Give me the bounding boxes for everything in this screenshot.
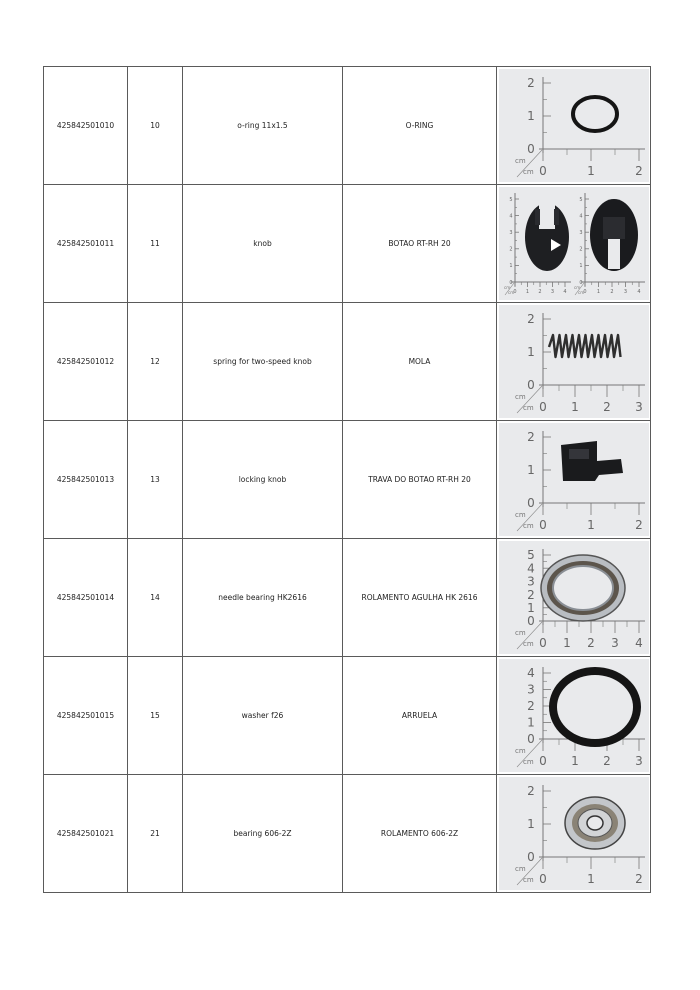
- part-row: [44, 303, 651, 421]
- ruler-y-tick-label: 4: [526, 561, 535, 576]
- ruler-y-tick-label: 5: [526, 548, 535, 563]
- parts-table: [43, 66, 651, 893]
- part-number-cell: 425842501011: [44, 185, 128, 303]
- ruler-x-tick-label: 2: [634, 164, 643, 178]
- ruler-unit-label: cm: [573, 285, 580, 290]
- part-photo-cell: [497, 67, 651, 185]
- ruler-x-tick-label: 0: [538, 518, 547, 532]
- ruler-y-tick-label: 0: [508, 279, 513, 286]
- ruler-x-tick-label: 2: [537, 289, 542, 295]
- ruler-y-tick-label: 5: [508, 196, 513, 203]
- part-row: [44, 539, 651, 657]
- description-pt-cell: ARRUELA: [343, 657, 497, 775]
- ruler-x-tick-label: 3: [634, 400, 643, 414]
- part-photo-cell: [497, 539, 651, 657]
- ruler-y-tick-label: 2: [526, 699, 535, 714]
- part-photo-cell: [497, 421, 651, 539]
- ruler-x-tick-label: 1: [596, 289, 600, 295]
- ruler-y-tick-label: 2: [526, 784, 535, 799]
- part-photo: [499, 423, 649, 536]
- ruler-x-tick-label: 0: [538, 636, 547, 650]
- ball-bearing-image: [565, 797, 625, 849]
- photo-background: [499, 69, 649, 182]
- ruler-y-tick-label: 0: [578, 279, 583, 286]
- ruler-y-tick-label: 4: [578, 213, 583, 220]
- ruler-y-tick-label: 1: [526, 345, 535, 360]
- ruler-unit-label: cm: [514, 747, 526, 755]
- ruler-x-tick-label: 2: [634, 872, 643, 886]
- ruler-x-tick-label: 2: [609, 289, 614, 295]
- part-number-cell: 425842501010: [44, 67, 128, 185]
- ruler-x-tick-label: 0: [512, 289, 517, 295]
- ruler-x-tick-label: 0: [582, 289, 587, 295]
- ruler-x-tick-label: 2: [586, 636, 595, 650]
- ruler-x-tick-label: 0: [538, 754, 547, 768]
- part-row: [44, 657, 651, 775]
- ruler-x-tick-label: 1: [570, 754, 579, 768]
- ruler-unit-label: cm: [522, 522, 534, 530]
- ruler-x-tick-label: 1: [562, 636, 571, 650]
- position-cell: 14: [128, 539, 183, 657]
- parts-table-body: [44, 67, 651, 893]
- part-photo: [499, 541, 649, 654]
- ruler-y-tick-label: 1: [526, 817, 535, 832]
- ruler-unit-label: cm: [522, 168, 534, 176]
- part-row: [44, 421, 651, 539]
- description-en-cell: washer f26: [183, 657, 343, 775]
- ruler-unit-label: cm: [514, 865, 526, 873]
- ruler-y-tick-label: 4: [526, 666, 535, 681]
- ruler-y-tick-label: 2: [508, 246, 513, 253]
- ruler-x-tick-label: 3: [550, 289, 554, 295]
- part-number-cell: 425842501013: [44, 421, 128, 539]
- ruler-y-tick-label: 2: [526, 587, 535, 602]
- position-cell: 12: [128, 303, 183, 421]
- description-pt-cell: ROLAMENTO AGULHA HK 2616: [343, 539, 497, 657]
- position-cell: 11: [128, 185, 183, 303]
- ruler-y-tick-label: 1: [526, 463, 535, 478]
- ruler-y-tick-label: 3: [508, 229, 513, 236]
- description-en-cell: spring for two-speed knob: [183, 303, 343, 421]
- ruler-y-tick-label: 3: [526, 574, 535, 589]
- ruler-y-tick-label: 4: [508, 213, 513, 220]
- ruler-unit-label: cm: [514, 393, 526, 401]
- ruler-x-tick-label: 3: [610, 636, 619, 650]
- part-number-cell: 425842501014: [44, 539, 128, 657]
- part-photo-cell: [497, 303, 651, 421]
- ruler-x-tick-label: 1: [570, 400, 579, 414]
- washer-image: [549, 667, 641, 747]
- part-photo: [499, 777, 649, 890]
- ruler-x-tick-label: 2: [602, 754, 611, 768]
- ruler-y-tick-label: 1: [526, 715, 535, 730]
- part-photo: [499, 305, 649, 418]
- ruler-unit-label: cm: [514, 629, 526, 637]
- ruler-x-tick-label: 3: [634, 754, 643, 768]
- ruler-y-tick-label: 2: [526, 76, 535, 91]
- ruler-y-tick-label: 0: [526, 378, 535, 393]
- ruler-x-tick-label: 0: [538, 872, 547, 886]
- ruler-x-tick-label: 4: [562, 289, 567, 295]
- part-photo-cell: [497, 775, 651, 893]
- part-number-cell: 425842501012: [44, 303, 128, 421]
- description-en-cell: needle bearing HK2616: [183, 539, 343, 657]
- part-row: [44, 67, 651, 185]
- ruler-y-tick-label: 0: [526, 732, 535, 747]
- position-cell: 13: [128, 421, 183, 539]
- description-pt-cell: ROLAMENTO 606-2Z: [343, 775, 497, 893]
- ruler-y-tick-label: 1: [508, 263, 513, 270]
- part-photo-cell: [497, 657, 651, 775]
- ruler-unit-label: cm: [503, 285, 510, 290]
- ruler-x-tick-label: 2: [634, 518, 643, 532]
- ruler-y-tick-label: 3: [526, 682, 535, 697]
- part-number-cell: 425842501015: [44, 657, 128, 775]
- ruler-y-tick-label: 0: [526, 614, 535, 629]
- part-photo: [499, 187, 649, 300]
- description-pt-cell: BOTAO RT-RH 20: [343, 185, 497, 303]
- ruler-y-tick-label: 2: [578, 246, 583, 253]
- ruler-x-tick-label: 1: [586, 872, 595, 886]
- ruler-x-tick-label: 2: [602, 400, 611, 414]
- ruler-y-tick-label: 1: [578, 263, 583, 270]
- ruler-unit-label: cm: [522, 758, 534, 766]
- ruler-x-tick-label: 1: [525, 289, 529, 295]
- part-row: [44, 185, 651, 303]
- part-photo-cell: [497, 185, 651, 303]
- part-row: [44, 775, 651, 893]
- ruler-unit-label: cm: [514, 511, 526, 519]
- description-en-cell: locking knob: [183, 421, 343, 539]
- position-cell: 15: [128, 657, 183, 775]
- description-en-cell: bearing 606-2Z: [183, 775, 343, 893]
- ruler-y-tick-label: 0: [526, 142, 535, 157]
- position-cell: 10: [128, 67, 183, 185]
- ruler-unit-label: cm: [522, 640, 534, 648]
- ruler-x-tick-label: 4: [634, 636, 643, 650]
- ruler-unit-label: cm: [577, 290, 584, 295]
- ruler-y-tick-label: 0: [526, 850, 535, 865]
- description-pt-cell: MOLA: [343, 303, 497, 421]
- ruler-x-tick-label: 0: [538, 400, 547, 414]
- description-pt-cell: TRAVA DO BOTAO RT-RH 20: [343, 421, 497, 539]
- ruler-x-tick-label: 3: [623, 289, 627, 295]
- ruler-unit-label: cm: [522, 876, 534, 884]
- ruler-unit-label: cm: [522, 404, 534, 412]
- part-photo: [499, 659, 649, 772]
- ruler-y-tick-label: 2: [526, 312, 535, 327]
- ruler-x-tick-label: 0: [538, 164, 547, 178]
- ruler-y-tick-label: 2: [526, 430, 535, 445]
- part-number-cell: 425842501021: [44, 775, 128, 893]
- ruler-x-tick-label: 1: [586, 518, 595, 532]
- description-en-cell: o-ring 11x1.5: [183, 67, 343, 185]
- ruler-y-tick-label: 0: [526, 496, 535, 511]
- description-en-cell: knob: [183, 185, 343, 303]
- needle-bearing-image: [541, 555, 625, 621]
- position-cell: 21: [128, 775, 183, 893]
- description-pt-cell: O-RING: [343, 67, 497, 185]
- ruler-unit-label: cm: [514, 157, 526, 165]
- ruler-x-tick-label: 4: [636, 289, 641, 295]
- part-photo: [499, 69, 649, 182]
- ruler-x-tick-label: 1: [586, 164, 595, 178]
- ruler-unit-label: cm: [507, 290, 514, 295]
- ruler-y-tick-label: 1: [526, 601, 535, 615]
- ruler-y-tick-label: 5: [578, 196, 583, 203]
- ruler-y-tick-label: 1: [526, 109, 535, 124]
- ruler-y-tick-label: 3: [578, 229, 583, 236]
